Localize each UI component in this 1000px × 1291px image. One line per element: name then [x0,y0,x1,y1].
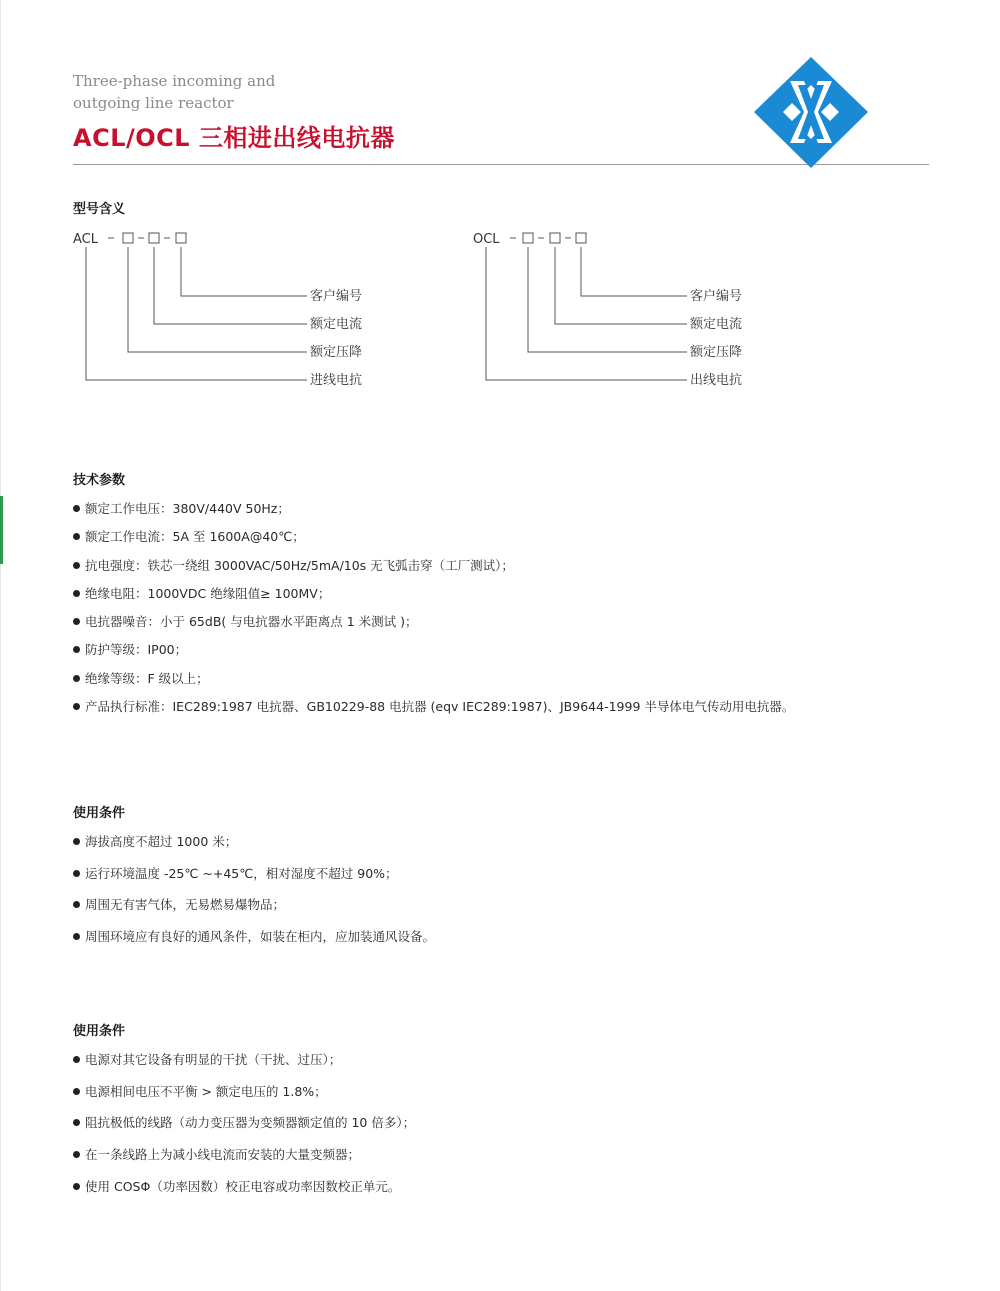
page-title: ACL/OCL 三相进出线电抗器 [73,124,395,152]
model-heading: 型号含义 [73,202,126,217]
ocl-label-rated-drop: 额定压降 [690,345,743,360]
bullet-dot-icon [73,505,80,512]
conditions-heading: 使用条件 [73,806,126,821]
list-item: 电源对其它设备有明显的干扰（干扰、过压）； [73,1050,415,1082]
acl-label-type: 进线电抗 [310,373,363,388]
bullet-dot-icon [73,1151,80,1158]
list-item: 额定工作电流：5A 至 1600A@40℃； [73,527,794,555]
list-item: 在一条线路上为减小线电流而安装的大量变频器； [73,1145,415,1177]
page-side-marker [0,496,3,564]
ocl-model-code: OCL [473,232,500,247]
bullet-dot-icon [73,1056,80,1063]
page-left-edge [0,0,1,1291]
placeholder-box-3 [176,233,186,243]
acl-label-customer-no: 客户编号 [310,289,363,304]
list-item: 海拔高度不超过 1000 米； [73,832,435,864]
bullet-dot-icon [73,933,80,940]
list-item: 绝缘电阻：1000VDC 绝缘阻值≥ 100MV； [73,584,794,612]
bullet-dot-icon [73,562,80,569]
conditions2-heading: 使用条件 [73,1024,126,1039]
bullet-dot-icon [73,675,80,682]
bullet-dot-icon [73,901,80,908]
list-item: 防护等级：IP00； [73,640,794,668]
bullet-dot-icon [73,533,80,540]
ocl-model-diagram [472,226,792,396]
list-item: 额定工作电压：380V/440V 50Hz； [73,499,794,527]
placeholder-box-3 [576,233,586,243]
tech-heading: 技术参数 [73,473,126,488]
acl-model-diagram [72,226,392,396]
list-item: 运行环境温度 -25℃ ~+45℃，相对湿度不超过 90%； [73,864,435,896]
list-item: 电源相间电压不平衡 > 额定电压的 1.8%； [73,1082,415,1114]
bullet-dot-icon [73,1119,80,1126]
ocl-label-customer-no: 客户编号 [690,289,743,304]
placeholder-box-1 [523,233,533,243]
tech-list [73,499,794,725]
english-subtitle [73,70,275,114]
placeholder-box-2 [149,233,159,243]
bullet-dot-icon [73,1088,80,1095]
bullet-dot-icon [73,646,80,653]
list-item: 周围无有害气体，无易燃易爆物品； [73,895,435,927]
acl-model-code: ACL [73,232,98,247]
list-item: 抗电强度：铁芯一绕组 3000VAC/50Hz/5mA/10s 无飞弧击穿（工厂测试）； [73,556,794,584]
ocl-label-type: 出线电抗 [690,373,743,388]
acl-label-rated-drop: 额定压降 [310,345,363,360]
company-logo-icon [752,55,870,170]
bullet-dot-icon [73,838,80,845]
list-item: 周围环境应有良好的通风条件，如装在柜内，应加装通风设备。 [73,927,435,959]
acl-label-rated-current: 额定电流 [310,317,363,332]
subtitle-line-1: Three-phase incoming and [73,72,276,90]
list-item: 电抗器噪音：小于 65dB( 与电抗器水平距离点 1 米测试 )； [73,612,794,640]
list-item: 产品执行标准：IEC289:1987 电抗器、GB10229-88 电抗器 (eqv IEC289:1987)、JB9644-1999 半导体电气传动用电抗器。 [73,697,794,725]
ocl-label-rated-current: 额定电流 [690,317,743,332]
bullet-dot-icon [73,618,80,625]
list-item: 绝缘等级：F 级以上； [73,669,794,697]
bullet-dot-icon [73,1183,80,1190]
list-item: 阻抗极低的线路（动力变压器为变频器额定值的 10 倍多）； [73,1113,415,1145]
subtitle-line-2: outgoing line reactor [73,94,234,112]
conditions2-list [73,1050,415,1208]
bullet-dot-icon [73,590,80,597]
list-item: 使用 COSΦ（功率因数）校正电容或功率因数校正单元。 [73,1177,415,1209]
bullet-dot-icon [73,870,80,877]
conditions-list [73,832,435,959]
bullet-dot-icon [73,703,80,710]
placeholder-box-1 [123,233,133,243]
placeholder-box-2 [550,233,560,243]
